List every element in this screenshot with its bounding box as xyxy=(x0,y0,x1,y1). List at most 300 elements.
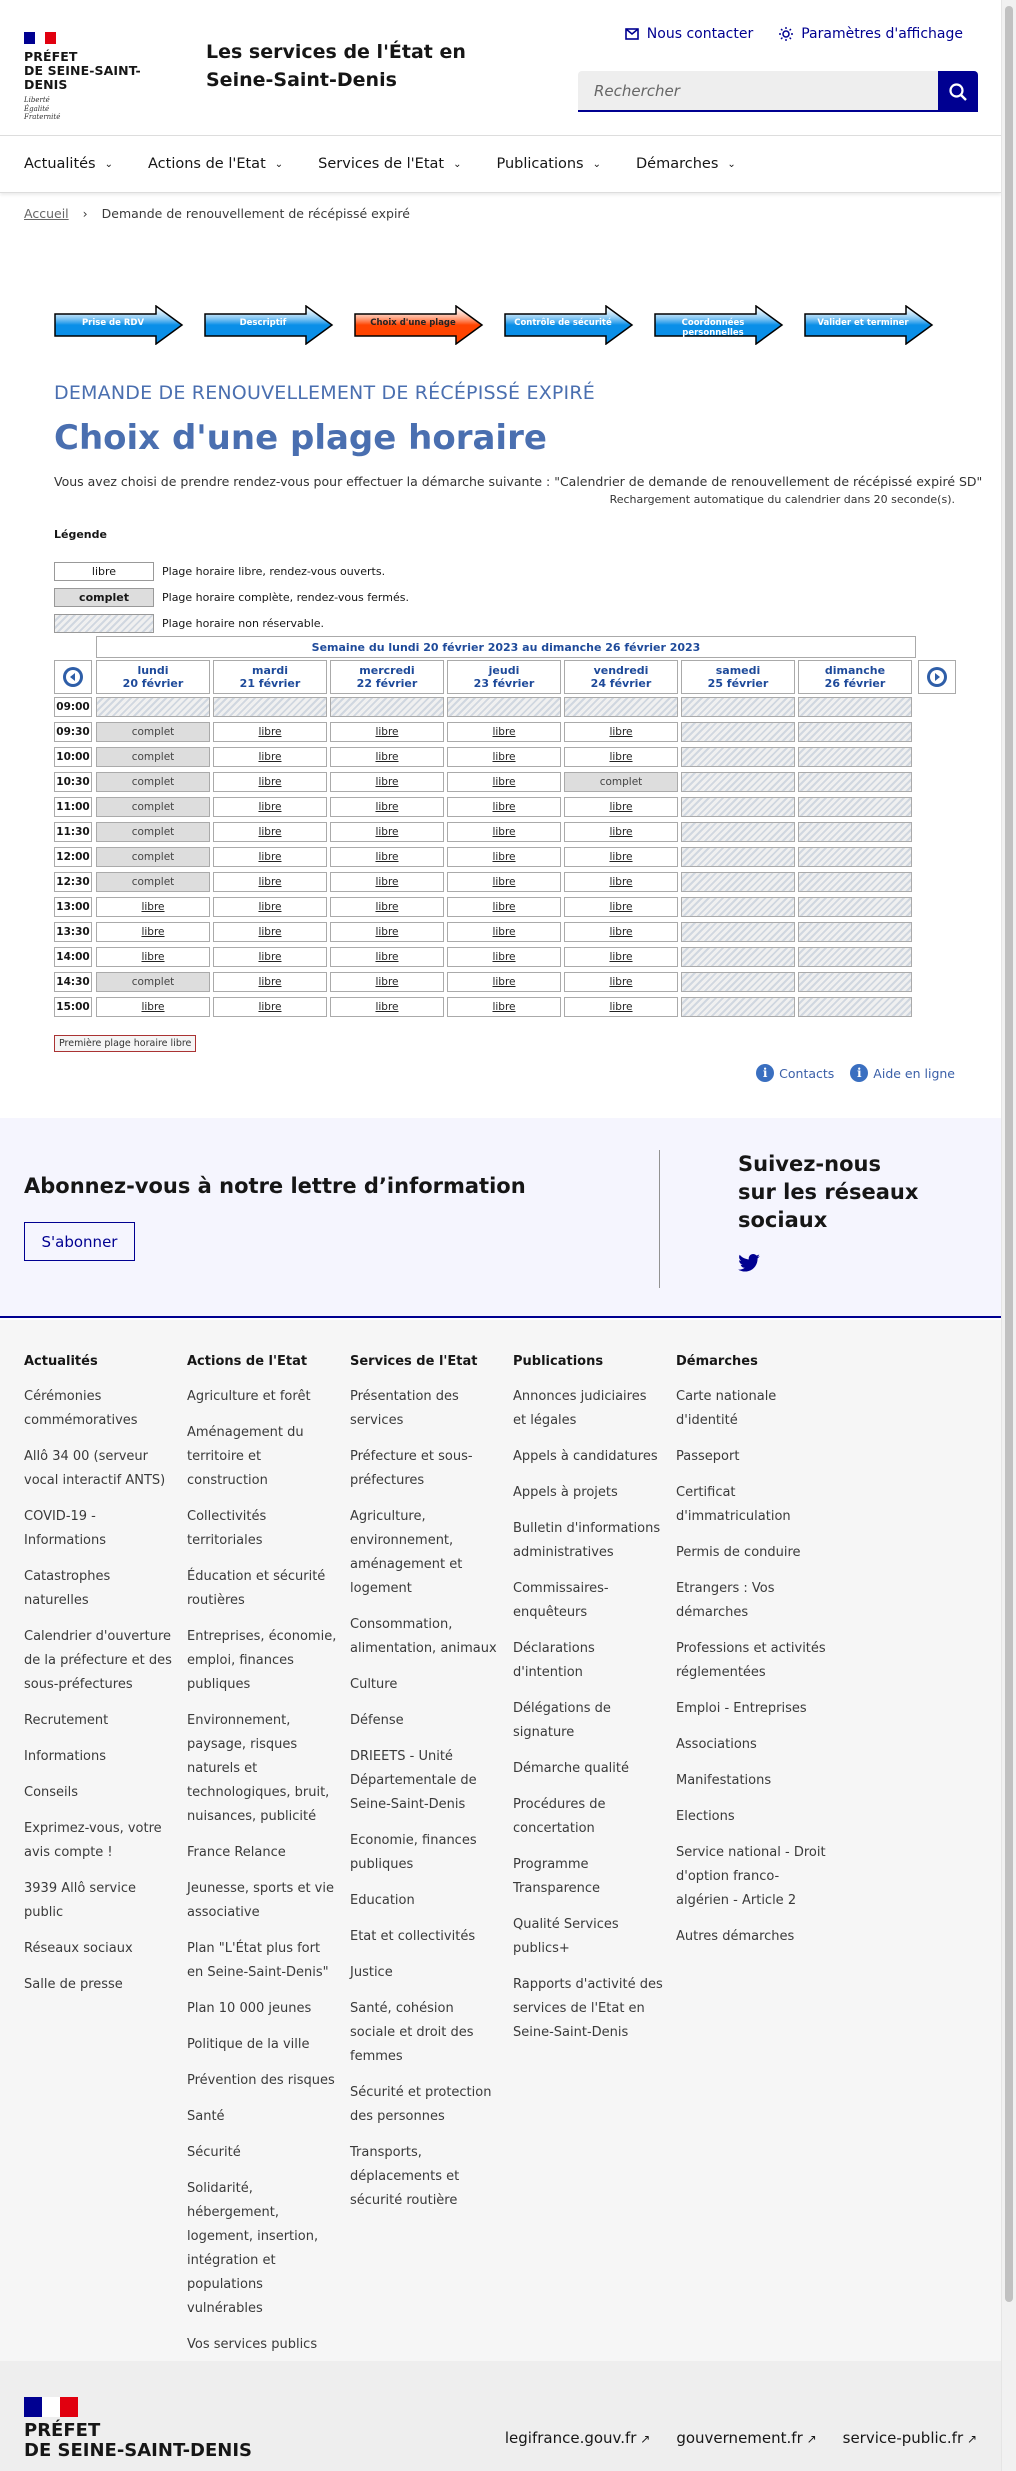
scrollbar[interactable] xyxy=(1001,0,1016,2471)
contacts-label: Contacts xyxy=(779,1065,835,1081)
slot-libre[interactable]: libre xyxy=(564,897,678,917)
twitter-icon xyxy=(738,1254,760,1272)
slot-libre[interactable]: libre xyxy=(447,947,561,967)
footer-link[interactable]: Délégations de signature xyxy=(513,1701,611,1740)
slot-unavailable xyxy=(447,697,561,717)
twitter-link[interactable] xyxy=(738,1254,760,1276)
footer-link[interactable]: Certificat d'immatriculation xyxy=(676,1485,791,1524)
slot-libre[interactable]: libre xyxy=(447,797,561,817)
slot-libre[interactable]: libre xyxy=(564,847,678,867)
slot-libre[interactable]: libre xyxy=(213,897,327,917)
scrollbar-thumb[interactable] xyxy=(1005,6,1013,2302)
slot-libre[interactable]: libre xyxy=(213,997,327,1017)
site-title-line1: Les services de l'État en xyxy=(206,41,466,63)
slot-unavailable xyxy=(798,897,912,917)
contacts-link[interactable] xyxy=(756,1064,834,1082)
time-label: 12:30 xyxy=(54,872,92,892)
slot-libre[interactable]: libre xyxy=(213,747,327,767)
slot-unavailable xyxy=(564,697,678,717)
slot-libre[interactable]: libre xyxy=(330,897,444,917)
step-label: Descriptif xyxy=(239,318,287,328)
slot-unavailable xyxy=(681,722,795,742)
header-tools xyxy=(625,26,963,42)
nav-label: Actualités xyxy=(24,156,96,172)
info-icon: i xyxy=(756,1064,774,1082)
page-title: Choix d'une plage horaire xyxy=(54,418,547,458)
step-label: Valider et terminer xyxy=(817,318,909,328)
legend-title: Légende xyxy=(54,528,107,541)
slot-libre[interactable]: libre xyxy=(564,922,678,942)
day-date: 21 février xyxy=(239,677,301,690)
day-date: 24 février xyxy=(590,677,652,690)
slot-unavailable xyxy=(798,697,912,717)
chevron-right-icon: › xyxy=(82,206,88,221)
newsletter-title: Abonnez-vous à notre lettre d’information xyxy=(24,1174,526,1198)
legend-libre xyxy=(54,562,385,581)
footer-link[interactable]: France Relance xyxy=(187,1845,286,1860)
search-button[interactable] xyxy=(938,71,978,112)
slot-unavailable xyxy=(681,847,795,867)
footer-link[interactable]: Calendrier d'ouverture de la préfecture et des sous-préfectures xyxy=(24,1629,172,1692)
slot-complet: complet xyxy=(96,772,210,792)
step-1 xyxy=(54,305,184,345)
step-4 xyxy=(504,305,634,345)
slot-libre[interactable]: libre xyxy=(447,722,561,742)
nav-label: Services de l'Etat xyxy=(318,156,445,172)
slot-libre[interactable]: libre xyxy=(330,997,444,1017)
day-date: 20 février xyxy=(122,677,184,690)
slot-libre[interactable]: libre xyxy=(330,947,444,967)
slot-libre[interactable]: libre xyxy=(213,797,327,817)
footer-column xyxy=(350,1350,500,2225)
slot-unavailable xyxy=(798,722,912,742)
slot-libre[interactable]: libre xyxy=(213,872,327,892)
main-nav xyxy=(0,136,1001,193)
slot-unavailable xyxy=(681,772,795,792)
day-header xyxy=(213,660,327,694)
site-title-line2: Seine-Saint-Denis xyxy=(206,69,397,91)
slot-complet: complet xyxy=(96,847,210,867)
slot-libre[interactable]: libre xyxy=(447,747,561,767)
day-header xyxy=(564,660,678,694)
footer-link[interactable]: Éducation et sécurité routières xyxy=(187,1569,326,1608)
slot-libre[interactable]: libre xyxy=(447,772,561,792)
footer-link[interactable]: Autres démarches xyxy=(676,1929,795,1944)
footer-link[interactable]: Catastrophes naturelles xyxy=(24,1569,111,1608)
arrow-right-icon xyxy=(926,666,948,688)
arrow-left-icon xyxy=(62,666,84,688)
logo-line2: DE SEINE-SAINT-DENIS xyxy=(24,63,141,92)
chevron-down-icon: ⌄ xyxy=(274,158,284,170)
slot-unavailable xyxy=(798,947,912,967)
slot-libre[interactable]: libre xyxy=(447,872,561,892)
footer-link[interactable]: Qualité Services publics+ xyxy=(513,1917,619,1956)
help-links xyxy=(756,1064,955,1082)
link-legifrance[interactable]: legifrance.gouv.fr ↗ xyxy=(505,2429,650,2447)
slot-libre[interactable]: libre xyxy=(330,872,444,892)
contact-button[interactable] xyxy=(625,26,753,42)
footer-link[interactable]: Agriculture, environnement, aménagement et logement xyxy=(350,1509,463,1596)
slot-unavailable xyxy=(798,772,912,792)
footer-link[interactable]: Service national - Droit d'option franco-algérien - Article 2 xyxy=(676,1845,826,1908)
footer-link[interactable]: Appels à candidatures xyxy=(513,1449,658,1464)
slot-libre[interactable]: libre xyxy=(564,972,678,992)
footer-link[interactable]: Informations xyxy=(24,1749,107,1764)
footer-link[interactable]: 3939 Allô service public xyxy=(24,1881,136,1920)
slot-complet: complet xyxy=(564,772,678,792)
legend-complet-box: complet xyxy=(54,588,154,607)
slot-unavailable xyxy=(681,697,795,717)
footer-link[interactable]: Prévention des risques xyxy=(187,2073,335,2088)
motto-egalite: Égalité xyxy=(24,104,50,113)
site-header xyxy=(0,0,1001,136)
nav-item-actions[interactable] xyxy=(148,156,283,172)
slot-libre[interactable]: libre xyxy=(330,797,444,817)
slot-unavailable xyxy=(681,997,795,1017)
nav-label: Publications xyxy=(496,156,584,172)
slot-unavailable xyxy=(798,822,912,842)
day-name: vendredi xyxy=(593,664,649,677)
slot-unavailable xyxy=(681,747,795,767)
slot-unavailable xyxy=(681,872,795,892)
legend-complet xyxy=(54,588,409,607)
slot-libre[interactable]: libre xyxy=(213,772,327,792)
day-name: mercredi xyxy=(359,664,415,677)
day-date: 26 février xyxy=(824,677,886,690)
slot-libre[interactable]: libre xyxy=(564,797,678,817)
search-icon xyxy=(948,82,968,102)
footer-link[interactable]: Allô 34 00 (serveur vocal interactif ANTS) xyxy=(24,1449,166,1488)
slot-unavailable xyxy=(330,697,444,717)
day-header xyxy=(330,660,444,694)
slot-libre[interactable]: libre xyxy=(564,947,678,967)
footer-logo[interactable] xyxy=(24,2397,252,2461)
breadcrumb-current: Demande de renouvellement de récépissé expiré xyxy=(101,206,410,221)
footer-column xyxy=(24,1350,174,2009)
day-name: samedi xyxy=(715,664,761,677)
slot-unavailable xyxy=(681,822,795,842)
french-flag-icon xyxy=(24,2397,78,2417)
chevron-down-icon: ⌄ xyxy=(104,158,114,170)
footer-link[interactable]: Carte nationale d'identité xyxy=(676,1389,777,1428)
footer-link[interactable]: Transports, déplacements et sécurité routière xyxy=(350,2145,460,2208)
slot-unavailable xyxy=(96,697,210,717)
slot-unavailable xyxy=(681,922,795,942)
sun-icon xyxy=(779,27,793,41)
step-label: Choix d'une plage xyxy=(370,318,456,328)
step-2 xyxy=(204,305,334,345)
day-date: 22 février xyxy=(356,677,418,690)
day-name: jeudi xyxy=(488,664,520,677)
follow-line2: sur les réseaux xyxy=(738,1180,919,1204)
time-label: 12:00 xyxy=(54,847,92,867)
footer-link[interactable]: Exprimez-vous, votre avis compte ! xyxy=(24,1821,162,1860)
legend-libre-box: libre xyxy=(54,562,154,581)
motto-liberte: Liberté xyxy=(24,96,50,104)
slot-libre[interactable]: libre xyxy=(447,822,561,842)
slot-complet: complet xyxy=(96,822,210,842)
display-settings-button[interactable] xyxy=(779,26,963,42)
site-title[interactable] xyxy=(206,38,466,94)
slot-unavailable xyxy=(798,997,912,1017)
day-name: dimanche xyxy=(824,664,886,677)
footer-link[interactable]: Aménagement du territoire et construction xyxy=(187,1425,304,1488)
footer-column xyxy=(513,1350,663,2057)
online-help-label: Aide en ligne xyxy=(873,1065,955,1081)
slot-unavailable xyxy=(681,897,795,917)
first-free-slot-button[interactable]: Première plage horaire libre xyxy=(54,1035,196,1052)
slot-libre[interactable]: libre xyxy=(330,972,444,992)
footer-column xyxy=(676,1350,826,1961)
slot-complet: complet xyxy=(96,722,210,742)
nav-item-demarches[interactable] xyxy=(636,156,736,172)
footer-link[interactable]: Déclarations d'intention xyxy=(513,1641,595,1680)
footer-link[interactable]: Entreprises, économie, emploi, finances publiques xyxy=(187,1629,337,1692)
footer-link[interactable]: Collectivités territoriales xyxy=(187,1509,267,1548)
time-label: 09:30 xyxy=(54,722,92,742)
slot-libre[interactable]: libre xyxy=(96,947,210,967)
time-label: 14:00 xyxy=(54,947,92,967)
footer-link[interactable]: Santé, cohésion sociale et droit des femmes xyxy=(350,2001,474,2064)
footer-link[interactable]: Solidarité, hébergement, logement, insertion, intégration et populations vulnérables xyxy=(187,2181,319,2316)
slot-libre[interactable]: libre xyxy=(447,997,561,1017)
slot-libre[interactable]: libre xyxy=(213,847,327,867)
day-header xyxy=(798,660,912,694)
site-footer xyxy=(0,1320,1001,2361)
external-links xyxy=(505,2429,977,2447)
legend-na-box xyxy=(54,614,154,633)
nav-label: Actions de l'Etat xyxy=(148,156,266,172)
slot-libre[interactable]: libre xyxy=(564,747,678,767)
time-label: 11:00 xyxy=(54,797,92,817)
day-header xyxy=(447,660,561,694)
chevron-down-icon: ⌄ xyxy=(592,158,601,170)
step-5 xyxy=(654,305,784,345)
slot-unavailable xyxy=(681,797,795,817)
footer-link[interactable]: Agriculture et forêt xyxy=(187,1389,311,1404)
footer-link[interactable]: Santé xyxy=(187,2109,225,2124)
intro-text: Vous avez choisi de prendre rendez-vous pour effectuer la démarche suivante : "Calendrier de demande de renouvellement de récépissé expiré SD" xyxy=(54,474,983,489)
footer-link[interactable]: Défense xyxy=(350,1713,404,1728)
slot-libre[interactable]: libre xyxy=(447,922,561,942)
time-label: 11:30 xyxy=(54,822,92,842)
footer-link[interactable]: Passeport xyxy=(676,1449,740,1464)
slot-libre[interactable]: libre xyxy=(213,947,327,967)
footer-link[interactable]: Salle de presse xyxy=(24,1977,123,1992)
footer-link[interactable]: Commissaires-enquêteurs xyxy=(513,1581,609,1620)
footer-link[interactable]: Etat et collectivités xyxy=(350,1929,476,1944)
time-label: 14:30 xyxy=(54,972,92,992)
footer-link[interactable]: Annonces judiciaires et légales xyxy=(513,1389,647,1428)
time-label: 13:00 xyxy=(54,897,92,917)
chevron-down-icon: ⌄ xyxy=(453,158,462,170)
footer-column xyxy=(187,1350,337,2369)
slot-libre[interactable]: libre xyxy=(213,822,327,842)
slot-libre[interactable]: libre xyxy=(447,972,561,992)
nav-label: Démarches xyxy=(636,156,719,172)
footer-column-title: Démarches xyxy=(676,1354,758,1369)
slot-unavailable xyxy=(798,747,912,767)
footer-link[interactable]: Procédures de concertation xyxy=(513,1797,606,1836)
link-gouvernement[interactable]: gouvernement.fr ↗ xyxy=(676,2429,816,2447)
slot-unavailable xyxy=(798,972,912,992)
footer-link[interactable]: DRIEETS - Unité Départementale de Seine-Saint-Denis xyxy=(350,1749,477,1812)
footer-column-title: Services de l'Etat xyxy=(350,1354,478,1369)
slot-libre[interactable]: libre xyxy=(564,722,678,742)
slot-libre[interactable]: libre xyxy=(330,772,444,792)
time-label: 13:30 xyxy=(54,922,92,942)
footer-link[interactable]: Elections xyxy=(676,1809,735,1824)
link-service-public[interactable]: service-public.fr ↗ xyxy=(843,2429,977,2447)
footer-link[interactable]: Conseils xyxy=(24,1785,79,1800)
motto xyxy=(24,96,184,122)
footer-column-title: Actualités xyxy=(24,1354,98,1369)
slot-unavailable xyxy=(681,972,795,992)
slot-libre[interactable]: libre xyxy=(96,922,210,942)
footer-link[interactable]: Justice xyxy=(350,1965,393,1980)
follow-line3: sociaux xyxy=(738,1208,828,1232)
footer-link[interactable]: Appels à projets xyxy=(513,1485,618,1500)
nav-item-services[interactable] xyxy=(318,156,461,172)
info-icon: i xyxy=(850,1064,868,1082)
week-label: Semaine du lundi 20 février 2023 au dimanche 26 février 2023 xyxy=(96,636,916,658)
footer-link[interactable]: Présentation des services xyxy=(350,1389,459,1428)
footer-link[interactable]: Emploi - Entreprises xyxy=(676,1701,807,1716)
prev-week-button[interactable] xyxy=(54,660,92,694)
french-flag-icon xyxy=(24,32,56,44)
slot-unavailable xyxy=(798,922,912,942)
slot-libre[interactable]: libre xyxy=(213,922,327,942)
step-label: Contrôle de sécurité xyxy=(514,318,612,328)
search-input[interactable]: Rechercher xyxy=(578,71,938,112)
footer-link[interactable]: Recrutement xyxy=(24,1713,109,1728)
legend-na-desc: Plage horaire non réservable. xyxy=(162,617,325,630)
footer-link[interactable]: Vos services publics xyxy=(187,2337,318,2352)
reload-notice: Rechargement automatique du calendrier dans 20 seconde(s). xyxy=(609,493,955,506)
footer-link[interactable]: Programme Transparence xyxy=(513,1857,601,1896)
footer-link[interactable]: Préfecture et sous-préfectures xyxy=(350,1449,473,1488)
slot-complet: complet xyxy=(96,872,210,892)
follow-line1: Suivez-nous xyxy=(738,1152,881,1176)
slot-libre[interactable]: libre xyxy=(447,897,561,917)
footer-link[interactable]: Culture xyxy=(350,1677,398,1692)
time-label: 15:00 xyxy=(54,997,92,1017)
footer-link[interactable]: Sécurité xyxy=(187,2145,241,2160)
prefet-logo[interactable] xyxy=(24,32,184,122)
footer-link[interactable]: Plan 10 000 jeunes xyxy=(187,2001,312,2016)
slot-unavailable xyxy=(213,697,327,717)
slot-libre[interactable]: libre xyxy=(96,997,210,1017)
nav-item-publications[interactable] xyxy=(496,156,601,172)
footer-link[interactable]: Professions et activités réglementées xyxy=(676,1641,826,1680)
footer-link[interactable]: Economie, finances publiques xyxy=(350,1833,477,1872)
slot-libre[interactable]: libre xyxy=(330,922,444,942)
footer-link[interactable]: Manifestations xyxy=(676,1773,772,1788)
chevron-down-icon: ⌄ xyxy=(727,158,736,170)
day-name: mardi xyxy=(252,664,288,677)
footer-link[interactable]: Environnement, paysage, risques naturels et technologiques, bruit, nuisances, publicité xyxy=(187,1713,330,1824)
subscribe-button[interactable]: S'abonner xyxy=(24,1222,135,1261)
divider xyxy=(659,1150,660,1288)
slot-complet: complet xyxy=(96,797,210,817)
legend-na xyxy=(54,614,324,633)
newsletter-section xyxy=(0,1118,1001,1318)
slot-unavailable xyxy=(681,947,795,967)
slot-complet: complet xyxy=(96,972,210,992)
slot-libre[interactable]: libre xyxy=(564,997,678,1017)
footer-link[interactable]: Associations xyxy=(676,1737,757,1752)
slot-libre[interactable]: libre xyxy=(330,822,444,842)
step-label: Coordonnées personnelles xyxy=(681,318,745,338)
slot-unavailable xyxy=(798,797,912,817)
day-date: 23 février xyxy=(473,677,535,690)
page-subtitle: DEMANDE DE RENOUVELLEMENT DE RÉCÉPISSÉ EXPIRÉ xyxy=(54,382,595,404)
follow-title xyxy=(738,1150,918,1234)
footer-link[interactable]: Démarche qualité xyxy=(513,1761,629,1776)
footer-column-title: Publications xyxy=(513,1354,604,1369)
motto-fraternite: Fraternité xyxy=(24,113,61,121)
footer-link[interactable]: Politique de la ville xyxy=(187,2037,310,2052)
day-header xyxy=(681,660,795,694)
footer-column-title: Actions de l'Etat xyxy=(187,1354,308,1369)
slot-libre[interactable]: libre xyxy=(564,822,678,842)
footer-link[interactable]: Plan "L'État plus fort en Seine-Saint-Denis" xyxy=(187,1941,329,1980)
slot-libre[interactable]: libre xyxy=(447,847,561,867)
slot-libre[interactable]: libre xyxy=(330,747,444,767)
contact-label: Nous contacter xyxy=(646,26,754,42)
footer-link[interactable]: Permis de conduire xyxy=(676,1545,801,1560)
logo-line1: PRÉFET xyxy=(24,49,78,64)
breadcrumb-home[interactable]: Accueil xyxy=(24,206,69,221)
slot-libre[interactable]: libre xyxy=(96,897,210,917)
time-label: 10:00 xyxy=(54,747,92,767)
footer-logo-line1: PRÉFET xyxy=(24,2420,101,2441)
day-header xyxy=(96,660,210,694)
slot-libre[interactable]: libre xyxy=(564,872,678,892)
legend-complet-desc: Plage horaire complète, rendez-vous fermés. xyxy=(162,591,409,604)
day-name: lundi xyxy=(137,664,169,677)
next-week-button[interactable] xyxy=(918,660,956,694)
footer-link[interactable]: Sécurité et protection des personnes xyxy=(350,2085,492,2124)
step-progress xyxy=(54,305,934,345)
slot-libre[interactable]: libre xyxy=(330,722,444,742)
step-6 xyxy=(804,305,934,345)
step-label: Prise de RDV xyxy=(81,318,145,328)
slot-unavailable xyxy=(798,872,912,892)
footer-link[interactable]: Réseaux sociaux xyxy=(24,1941,133,1956)
online-help-link[interactable] xyxy=(850,1064,955,1082)
footer-link[interactable]: Rapports d'activité des services de l'Etat en Seine-Saint-Denis xyxy=(513,1977,663,2040)
legend-libre-desc: Plage horaire libre, rendez-vous ouverts. xyxy=(162,565,386,578)
footer-link[interactable]: Jeunesse, sports et vie associative xyxy=(187,1881,334,1920)
slot-libre[interactable]: libre xyxy=(213,722,327,742)
footer-link[interactable]: Etrangers : Vos démarches xyxy=(676,1581,775,1620)
time-label: 10:30 xyxy=(54,772,92,792)
day-date: 25 février xyxy=(707,677,769,690)
footer-link[interactable]: Education xyxy=(350,1893,415,1908)
footer-link[interactable]: Cérémonies commémoratives xyxy=(24,1389,138,1428)
footer-link[interactable]: COVID-19 - Informations xyxy=(24,1509,107,1548)
slot-complet: complet xyxy=(96,747,210,767)
slot-libre[interactable]: libre xyxy=(213,972,327,992)
nav-item-actualites[interactable] xyxy=(24,156,113,172)
mail-icon xyxy=(625,28,639,40)
slot-libre[interactable]: libre xyxy=(330,847,444,867)
breadcrumb xyxy=(24,206,410,221)
footer-link[interactable]: Bulletin d'informations administratives xyxy=(513,1521,661,1560)
footer-bottom xyxy=(0,2361,1001,2471)
footer-link[interactable]: Consommation, alimentation, animaux xyxy=(350,1617,497,1656)
